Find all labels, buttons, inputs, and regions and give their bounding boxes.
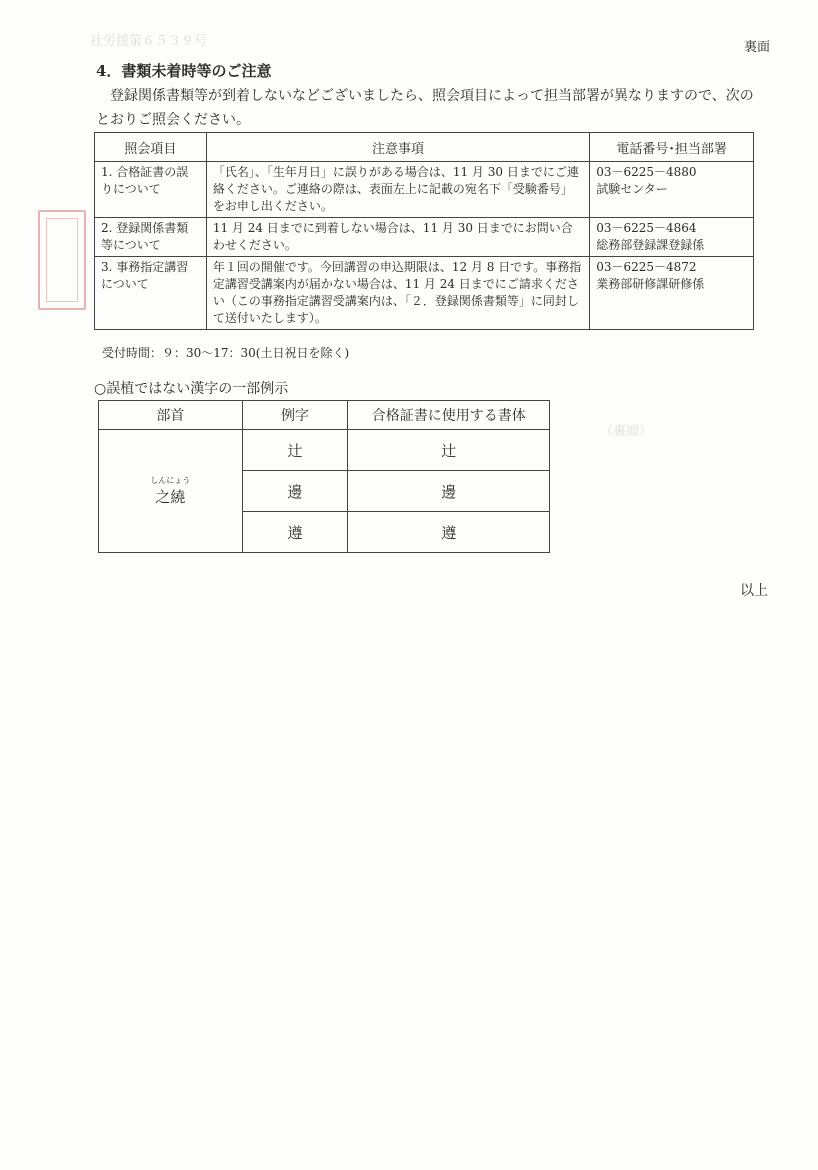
table-row <box>95 257 754 330</box>
bleed-through-text: 社労援第６５３９号 <box>90 34 208 49</box>
contact-cell <box>590 162 754 218</box>
example-char: 遵 <box>242 512 348 553</box>
header-inquiry-item: 照会項目 <box>95 133 207 162</box>
table-row <box>99 430 550 471</box>
page-side-label: 裏面 <box>743 40 770 55</box>
inquiry-table <box>94 132 754 330</box>
table-row <box>95 162 754 218</box>
radical-cell <box>99 430 243 553</box>
red-seal-stamp <box>38 210 86 310</box>
department: 総務部登録課登録係 <box>596 238 705 252</box>
bleed-through-text: （裏面） <box>600 424 653 439</box>
certificate-char: 遵 <box>348 512 550 553</box>
example-char: 辻 <box>242 430 348 471</box>
radical-name: 之繞 <box>155 487 186 506</box>
section-title: 4．書類未着時等のご注意 <box>96 62 272 80</box>
phone-number: 03－6225－4872 <box>596 260 697 274</box>
header-example: 例字 <box>242 401 348 430</box>
department: 試験センター <box>596 182 668 196</box>
header-notes: 注意事項 <box>206 133 589 162</box>
certificate-char: 辻 <box>348 430 550 471</box>
phone-number: 03－6225－4880 <box>596 165 697 179</box>
header-certificate-font: 合格証書に使用する書体 <box>348 401 550 430</box>
reception-hours: 受付時間：９：30～17：30(土日祝日を除く) <box>102 346 350 360</box>
inquiry-item: 2. 登録関係書類等について <box>95 218 207 257</box>
inquiry-note: 11 月 24 日までに到着しない場合は、11 月 30 日までにお問い合わせください。 <box>206 218 589 257</box>
table-header-row <box>95 133 754 162</box>
inquiry-item: 1. 合格証書の誤りについて <box>95 162 207 218</box>
intro-paragraph: 登録関係書類等が到着しないなどございましたら、照会項目によって担当部署が異なりますので、次のとおりご照会ください。 <box>96 88 754 128</box>
contact-cell <box>590 257 754 330</box>
inquiry-note: 「氏名」、「生年月日」に誤りがある場合は、11 月 30 日までにご連絡ください。ご連絡の際は、表面左上に記載の宛名下「受験番号」をお申し出ください。 <box>206 162 589 218</box>
header-phone-dept: 電話番号･担当部署 <box>590 133 754 162</box>
inquiry-item: 3. 事務指定講習について <box>95 257 207 330</box>
inquiry-note: 年１回の開催です。今回講習の申込期限は、12 月 8 日です。事務指定講習受講案内が届かない場合は、11 月 24 日までにご請求ください（この事務指定講習受講案内は、「２．登録関係書類等」に同封して送付いたします）。 <box>206 257 589 330</box>
contact-cell <box>590 218 754 257</box>
phone-number: 03－6225－4864 <box>596 221 697 235</box>
kanji-example-table <box>98 400 550 553</box>
example-char: 邊 <box>242 471 348 512</box>
kanji-section-title: ○誤植ではない漢字の一部例示 <box>94 381 289 397</box>
table-row <box>95 218 754 257</box>
certificate-char: 邊 <box>348 471 550 512</box>
radical-ruby: しんにょう <box>150 475 191 485</box>
department: 業務部研修課研修係 <box>596 277 705 291</box>
closing-mark: 以上 <box>740 583 768 599</box>
table-header-row <box>99 401 550 430</box>
header-radical: 部首 <box>99 401 243 430</box>
